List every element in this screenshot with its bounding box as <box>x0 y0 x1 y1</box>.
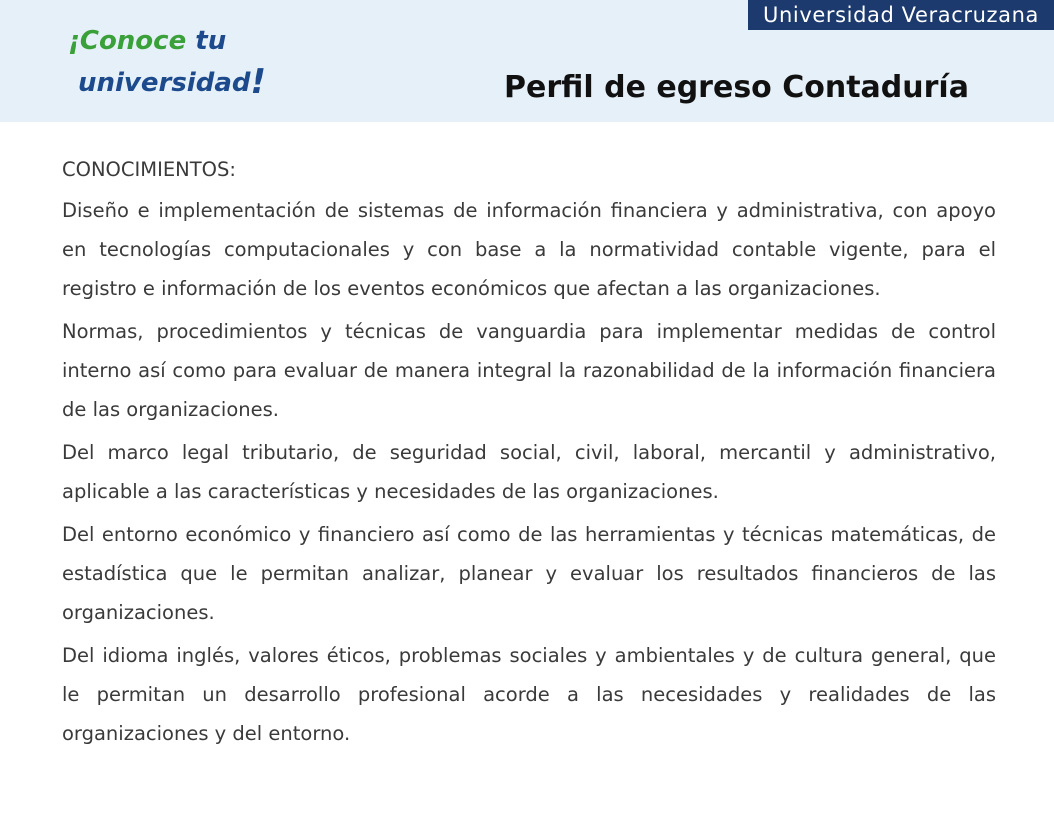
header-band <box>0 0 1054 122</box>
logo-line-2 <box>78 60 266 100</box>
paragraph: Del marco legal tributario, de seguridad social, civil, laboral, mercantil y administrativo, aplicable a las características y necesidades de las organizaciones. <box>62 441 996 503</box>
content-body <box>62 150 996 757</box>
paragraph: Normas, procedimientos y técnicas de vanguardia para implementar medidas de control interno así como para evaluar de manera integral la razonabilidad de la información financiera de las organizaciones. <box>62 320 996 421</box>
institution-banner: Universidad Veracruzana <box>748 0 1054 30</box>
paragraph: Del idioma inglés, valores éticos, problemas sociales y ambientales y de cultura general, que le permitan un desarrollo profesional acorde a las necesidades y realidades de las organizaciones y del entorno. <box>62 644 996 745</box>
logo-universidad-text: universidad <box>78 68 251 98</box>
conoce-tu-universidad-logo <box>68 24 278 102</box>
page-title: Perfil de egreso Contaduría <box>504 70 969 105</box>
logo-exclamation: ! <box>250 62 267 102</box>
section-heading: CONOCIMIENTOS: <box>62 158 236 181</box>
logo-tu-text: tu <box>195 26 227 56</box>
logo-conoce-text: ¡Conoce <box>68 26 196 56</box>
logo-line-1 <box>68 26 226 56</box>
paragraph: Diseño e implementación de sistemas de información financiera y administrativa, con apoyo en tecnologías computacionales y con base a la normatividad contable vigente, para el registro e información de los eventos económicos que afectan a las organizaciones. <box>62 199 996 300</box>
paragraph: Del entorno económico y financiero así como de las herramientas y técnicas matemáticas, de estadística que le permitan analizar, planear y evaluar los resultados financieros de las organizaciones. <box>62 523 996 624</box>
